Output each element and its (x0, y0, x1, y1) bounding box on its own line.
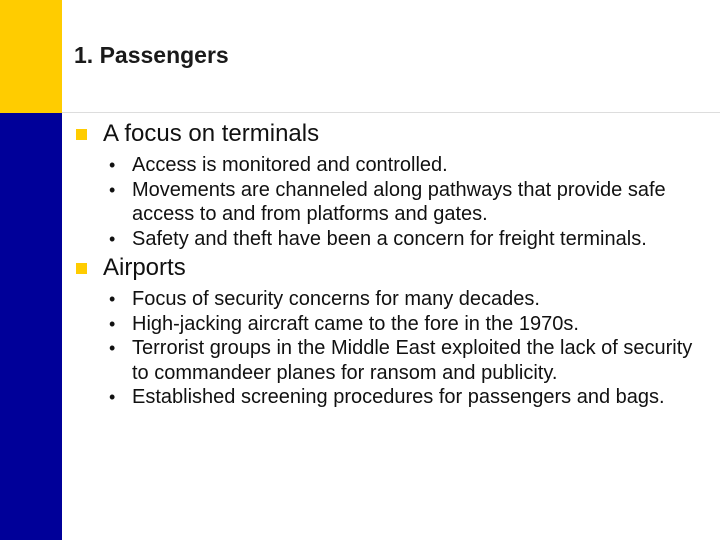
list-item-text: Safety and theft have been a concern for freight terminals. (132, 227, 647, 250)
bullet-heading: Airports (103, 254, 186, 281)
square-bullet-icon (76, 129, 87, 140)
bullet-terminals (74, 118, 714, 150)
list-item (74, 287, 714, 312)
list-item (74, 153, 714, 178)
list-item-text: Established screening procedures for passengers and bags. (132, 386, 665, 408)
list-item-text: Movements are channeled along pathways that provide safe access to and from platforms and gates. (132, 178, 666, 225)
dot-bullet-icon: • (109, 289, 116, 309)
list-item-text: Access is monitored and controlled. (132, 154, 448, 176)
list-item-text: Terrorist groups in the Middle East exploited the lack of security to commandeer planes for ransom and publicity. (132, 337, 693, 384)
list-item (74, 336, 714, 385)
dot-bullet-icon: • (109, 313, 116, 334)
list-item (74, 385, 714, 410)
dot-bullet-icon: • (109, 387, 116, 407)
list-item (74, 178, 714, 227)
terminals-subpoints (74, 153, 714, 251)
list-item-text: High-jacking aircraft came to the fore in the 1970s. (132, 312, 579, 335)
slide-content (74, 118, 714, 410)
airports-subpoints (74, 287, 714, 410)
list-item (74, 312, 714, 337)
dot-bullet-icon: • (109, 228, 116, 249)
square-bullet-icon (76, 263, 87, 274)
bullet-heading: A focus on terminals (103, 120, 320, 147)
slide-title: 1. Passengers (74, 42, 229, 68)
list-item (74, 227, 714, 252)
accent-bar-blue (0, 113, 62, 540)
title-divider (62, 112, 720, 113)
dot-bullet-icon: • (109, 179, 116, 200)
accent-bar-yellow (0, 0, 62, 113)
list-item-text: Focus of security concerns for many decades. (132, 288, 540, 310)
bullet-airports (74, 252, 714, 284)
dot-bullet-icon: • (109, 155, 116, 175)
dot-bullet-icon: • (109, 338, 116, 358)
